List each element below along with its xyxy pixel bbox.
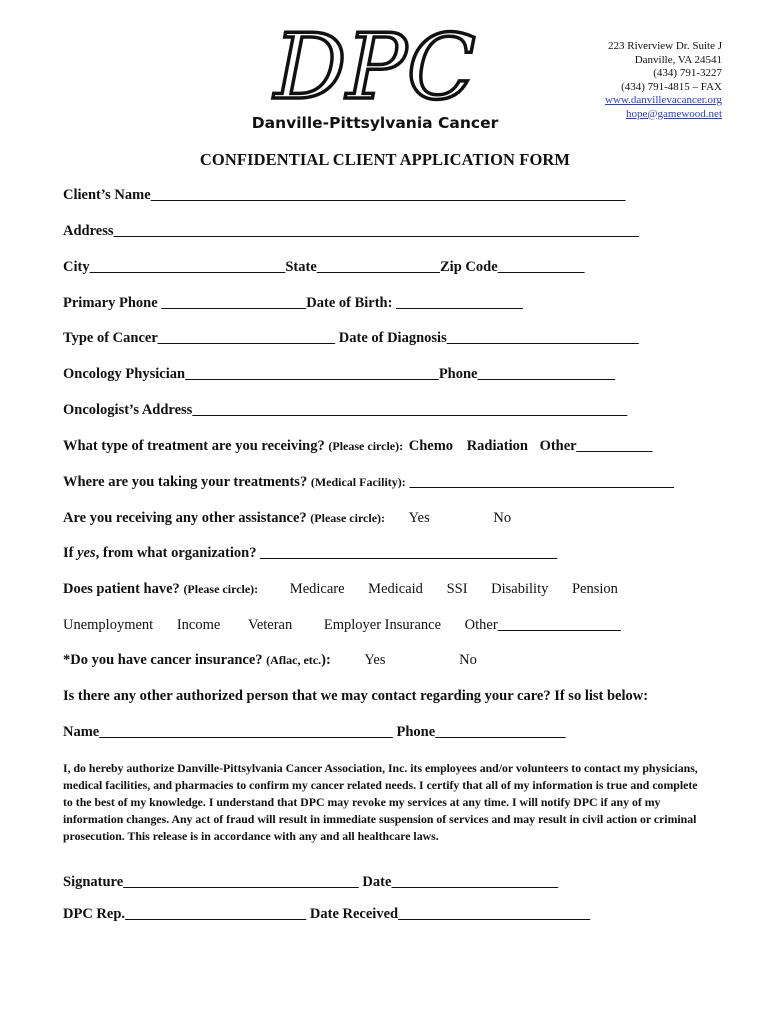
assistance-row	[63, 510, 511, 527]
patient-have-question: Does patient have?	[63, 581, 180, 597]
address-line: Danville, VA 24541	[634, 53, 722, 66]
other-treatment-option[interactable]: Other	[539, 438, 577, 454]
state-field[interactable]	[317, 259, 440, 275]
oncologist-address-row	[63, 402, 627, 419]
authorization-paragraph	[63, 760, 703, 845]
yes-emphasis: yes	[77, 545, 96, 561]
facility-row	[63, 474, 674, 491]
other-treatment-field[interactable]	[576, 438, 652, 454]
patient-have-row-2	[63, 617, 621, 634]
signature-row	[63, 874, 558, 891]
physician-field[interactable]	[185, 366, 439, 382]
contact-name-row	[63, 724, 566, 741]
phone-dob-row	[63, 295, 523, 312]
other-benefit-option[interactable]: Other	[464, 617, 498, 633]
primary-phone-label: Primary Phone	[63, 295, 158, 311]
aflac-note: (Aflac, etc.	[266, 653, 322, 667]
pension-option[interactable]: Pension	[571, 581, 618, 597]
authorization-text-1: do hereby authorize Danville-Pittsylvania Cancer Association, Inc. its	[73, 761, 423, 775]
i-label: I,	[63, 761, 71, 775]
treatment-question: What type of treatment are you receiving?	[63, 438, 325, 454]
form-title: CONFIDENTIAL CLIENT APPLICATION FORM	[199, 150, 571, 169]
city-field[interactable]	[90, 259, 286, 275]
primary-phone-field[interactable]	[161, 295, 306, 311]
physician-label: Oncology Physician	[63, 366, 186, 382]
cancer-insurance-question: *Do you have cancer insurance?	[63, 652, 263, 668]
dob-field[interactable]	[396, 295, 523, 311]
signature-field[interactable]	[123, 874, 359, 890]
facility-question: Where are you taking your treatments?	[63, 474, 308, 490]
logo-letters: DPC	[274, 16, 476, 120]
signature-label: Signature	[63, 874, 124, 890]
oncologist-address-field[interactable]	[192, 402, 627, 418]
dpc-logo	[250, 16, 500, 134]
city-label: City	[63, 259, 90, 275]
radiation-option[interactable]: Radiation	[466, 438, 528, 454]
if-label: If	[63, 545, 74, 561]
ssi-option[interactable]: SSI	[446, 581, 468, 597]
contact-phone-label: Phone	[396, 724, 436, 740]
disability-option[interactable]: Disability	[491, 581, 549, 597]
insurance-yes-option[interactable]: Yes	[364, 652, 386, 668]
physician-row	[63, 366, 615, 383]
medicaid-option[interactable]: Medicaid	[368, 581, 423, 597]
logo-graphic	[250, 16, 500, 134]
zip-label: Zip Code	[440, 259, 498, 275]
organization-field[interactable]	[260, 545, 557, 561]
client-name-label: Client’s Name	[63, 187, 151, 203]
please-circle-note: (Please circle):	[310, 511, 386, 525]
patient-have-row	[63, 581, 618, 598]
medical-facility-note: (Medical Facility):	[310, 475, 406, 489]
chemo-option[interactable]: Chemo	[408, 438, 454, 454]
assistance-no-option[interactable]: No	[493, 510, 512, 526]
cancer-type-row	[63, 330, 639, 347]
dpc-rep-row	[63, 906, 590, 923]
authorization-text-2: employees and/or volunteers to contact my physicians, medical facilities, and pharmacies to confirm my cancer related needs. I certify that all of my information is true and complete to the best of my knowledge. I understand that DPC may revoke my services at any time. I will notify DPC if any of my information changes. Any act of fraud will result in immediate suspension of services and may result in civil action or criminal prosecution. This release is in accordance with any and all healthcare laws.	[63, 761, 698, 843]
dpc-rep-field[interactable]	[125, 906, 306, 922]
assistance-yes-option[interactable]: Yes	[408, 510, 430, 526]
please-circle-note: (Please circle):	[328, 439, 404, 453]
client-name-row	[63, 187, 626, 204]
insurance-no-option[interactable]: No	[459, 652, 477, 668]
website-link[interactable]: www.danvillevacancer.org	[605, 94, 722, 106]
dpc-rep-label: DPC Rep.	[63, 906, 126, 922]
please-circle-note: (Please circle):	[183, 582, 259, 596]
authorized-person-row	[63, 688, 648, 705]
phone-line: (434) 791-3227	[653, 67, 722, 79]
date-received-label: Date Received	[309, 906, 399, 922]
dob-label: Date of Birth:	[306, 295, 393, 311]
fax-line: (434) 791-4815 – FAX	[621, 80, 722, 93]
authorized-question: Is there any other authorized person that we may contact regarding your care? If so list below:	[63, 688, 649, 704]
email-link[interactable]: hope@gamewood.net	[626, 107, 722, 120]
other-benefit-field[interactable]	[498, 617, 621, 633]
diagnosis-date-label: Date of Diagnosis	[338, 330, 447, 346]
income-option[interactable]: Income	[176, 617, 221, 633]
signature-date-field[interactable]	[391, 874, 558, 890]
address-label: Address	[63, 223, 114, 239]
medicare-option[interactable]: Medicare	[289, 581, 345, 597]
address-line: 223 Riverview Dr. Suite J	[608, 40, 722, 52]
address-field[interactable]	[114, 223, 640, 239]
cancer-type-field[interactable]	[158, 330, 336, 346]
signature-date-label: Date	[362, 874, 392, 890]
organization-row	[63, 545, 557, 562]
contact-phone-field[interactable]	[435, 724, 566, 740]
oncologist-address-label: Oncologist’s Address	[63, 402, 193, 418]
zip-field[interactable]	[498, 259, 585, 275]
physician-phone-label: Phone	[438, 366, 478, 382]
date-received-field[interactable]	[398, 906, 590, 922]
contact-name-label: Name	[63, 724, 100, 740]
unemployment-option[interactable]: Unemployment	[63, 617, 154, 633]
organization-question: , from what organization?	[95, 545, 257, 561]
physician-phone-field[interactable]	[477, 366, 615, 382]
contact-name-field[interactable]	[99, 724, 393, 740]
cancer-insurance-row	[63, 652, 477, 669]
logo-org-name: Danville-Pittsylvania Cancer	[251, 114, 499, 132]
aflac-note-close: ):	[321, 652, 331, 668]
client-name-field[interactable]	[151, 187, 626, 203]
cancer-type-label: Type of Cancer	[63, 330, 158, 346]
veteran-option[interactable]: Veteran	[247, 617, 293, 633]
assistance-question: Are you receiving any other assistance?	[63, 510, 307, 526]
address-block	[605, 40, 722, 121]
city-state-zip-row	[63, 259, 585, 276]
address-row	[63, 223, 639, 240]
state-label: State	[285, 259, 317, 275]
diagnosis-date-field[interactable]	[447, 330, 639, 346]
employer-insurance-option[interactable]: Employer Insurance	[323, 617, 442, 633]
facility-field[interactable]	[409, 474, 674, 490]
treatment-row	[63, 438, 652, 455]
